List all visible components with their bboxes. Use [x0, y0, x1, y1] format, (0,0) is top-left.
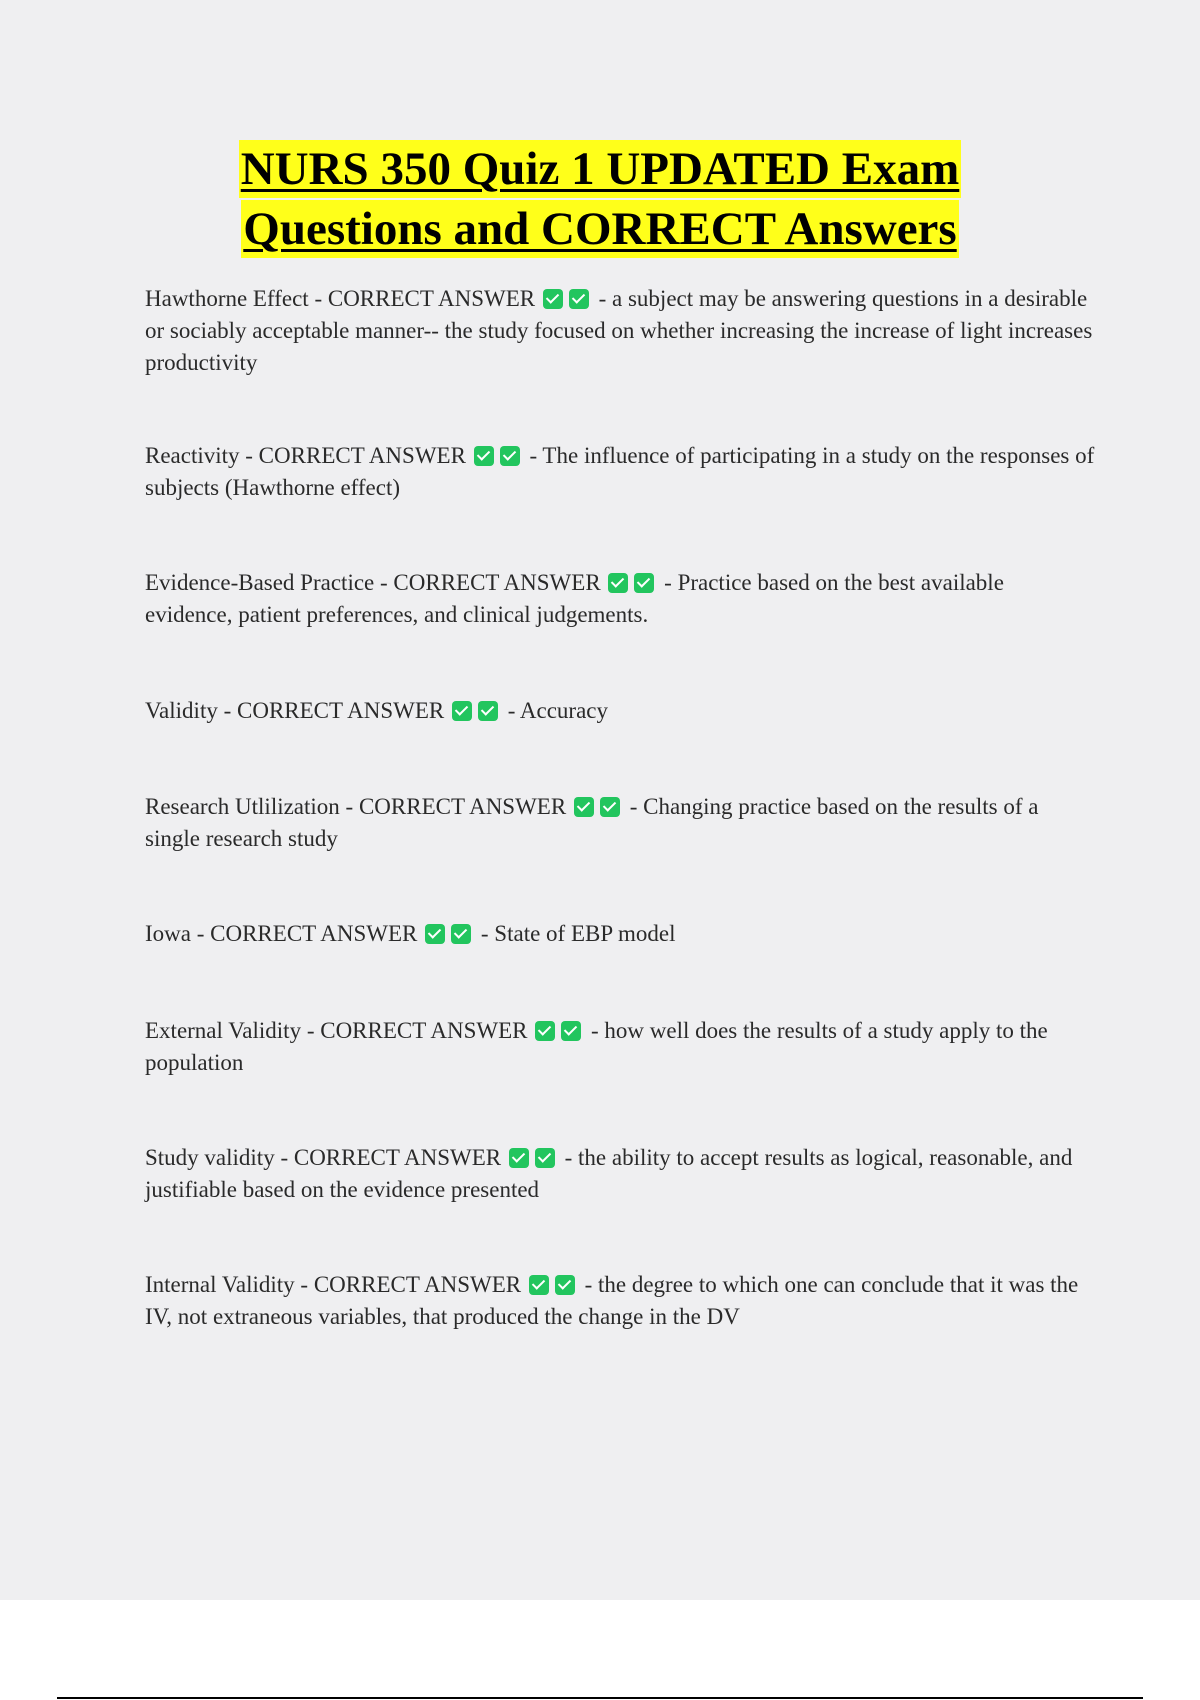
qa-answer: - Accuracy: [507, 698, 608, 723]
check-icon: [452, 701, 472, 721]
qa-answer: - a subject may be answering questions in a desirable or sociably acceptable manner-- the study focused on whether increasing the increase of light increases productivity: [145, 286, 1093, 375]
qa-item-internal-validity: [145, 1269, 1095, 1333]
qa-item-reactivity: [145, 440, 1095, 504]
qa-item-iowa: [145, 918, 1095, 950]
title-line-2: Questions and CORRECT Answers: [241, 200, 958, 258]
qa-item-hawthorne-effect: [145, 283, 1095, 379]
check-icon: [535, 1021, 555, 1041]
qa-item-study-validity: [145, 1142, 1095, 1206]
qa-term: Hawthorne Effect - CORRECT ANSWER: [145, 286, 536, 311]
qa-term: Reactivity - CORRECT ANSWER: [145, 443, 466, 468]
title-line-1: NURS 350 Quiz 1 UPDATED Exam: [239, 140, 962, 198]
footer-divider: [57, 1697, 1143, 1699]
qa-answer: - the degree to which one can conclude that it was the IV, not extraneous variables, that produced the change in the DV: [145, 1272, 1079, 1329]
check-icon: [509, 1148, 529, 1168]
qa-term: Study validity - CORRECT ANSWER: [145, 1145, 502, 1170]
qa-term: Research Utlilization - CORRECT ANSWER: [145, 794, 567, 819]
qa-answer: - State of EBP model: [480, 921, 676, 946]
qa-item-validity: [145, 695, 1095, 727]
qa-term: Validity - CORRECT ANSWER: [145, 698, 445, 723]
check-icon: [634, 573, 654, 593]
check-icon: [500, 446, 520, 466]
page-title: [0, 140, 1200, 260]
check-icon: [608, 573, 628, 593]
qa-term: Internal Validity - CORRECT ANSWER: [145, 1272, 522, 1297]
qa-item-research-utilization: [145, 791, 1095, 855]
qa-term: Iowa - CORRECT ANSWER: [145, 921, 418, 946]
check-icon: [561, 1021, 581, 1041]
qa-answer: - The influence of participating in a study on the responses of subjects (Hawthorne effect): [145, 443, 1095, 500]
check-icon: [425, 924, 445, 944]
qa-term: External Validity - CORRECT ANSWER: [145, 1018, 528, 1043]
qa-item-external-validity: [145, 1015, 1095, 1079]
qa-answer: - the ability to accept results as logical, reasonable, and justifiable based on the evidence presented: [145, 1145, 1073, 1202]
qa-item-evidence-based-practice: [145, 567, 1095, 631]
check-icon: [569, 289, 589, 309]
check-icon: [474, 446, 494, 466]
check-icon: [555, 1275, 575, 1295]
check-icon: [529, 1275, 549, 1295]
check-icon: [600, 797, 620, 817]
qa-answer: - Practice based on the best available evidence, patient preferences, and clinical judgements.: [145, 570, 1004, 627]
check-icon: [574, 797, 594, 817]
qa-answer: - how well does the results of a study apply to the population: [145, 1018, 1048, 1075]
qa-answer: - Changing practice based on the results of a single research study: [145, 794, 1039, 851]
check-icon: [478, 701, 498, 721]
check-icon: [451, 924, 471, 944]
qa-term: Evidence-Based Practice - CORRECT ANSWER: [145, 570, 601, 595]
check-icon: [543, 289, 563, 309]
check-icon: [535, 1148, 555, 1168]
